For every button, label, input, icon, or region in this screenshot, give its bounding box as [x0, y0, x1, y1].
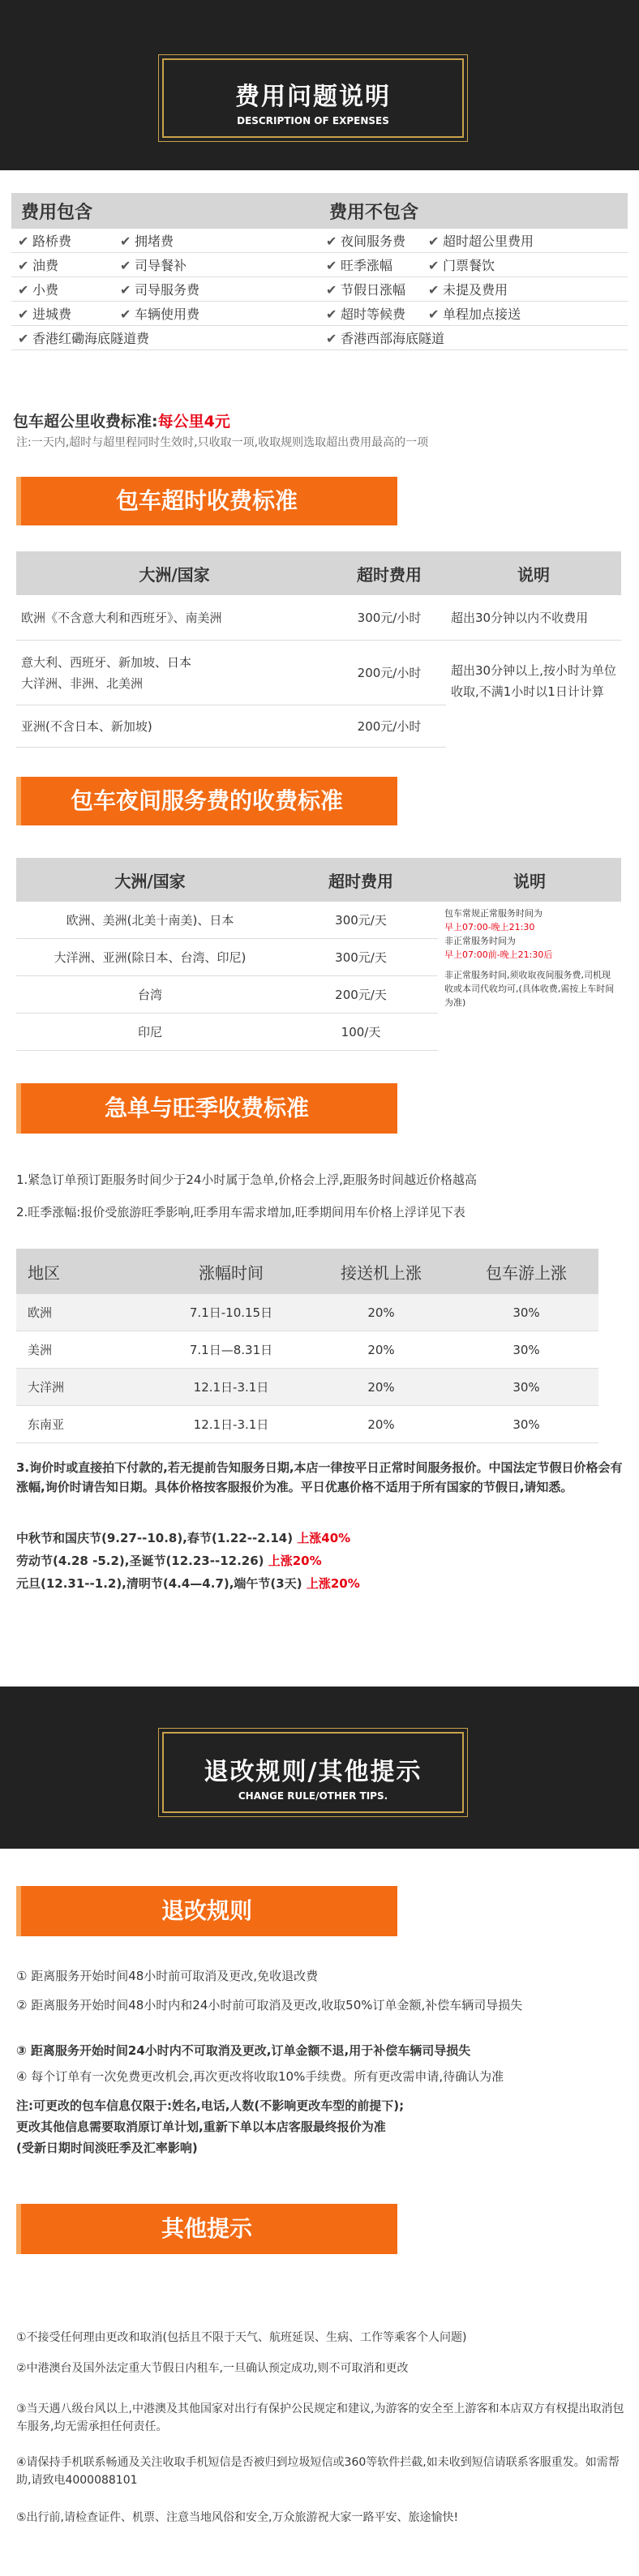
fee-item: [120, 231, 209, 250]
check-icon: ✔: [18, 331, 29, 346]
check-icon: ✔: [428, 282, 440, 298]
holiday-1-text: 中秋节和国庆节(9.27--10.8),春节(1.22--2.14): [16, 1531, 294, 1545]
overtime-row-fee: 300元/小时: [357, 611, 422, 625]
night-row-region: 印尼: [137, 1025, 162, 1039]
check-icon: ✔: [120, 258, 131, 273]
km-fee-label: 包车超公里收费标准:: [13, 413, 158, 431]
peak-cell: 30%: [512, 1342, 540, 1357]
refund-rule-1: ① 距离服务开始时间48小时前可取消及更改,免收退改费: [16, 1969, 319, 1983]
fee-item-label: 门票餐饮: [443, 258, 495, 273]
fee-item: [326, 328, 444, 347]
fee-item: [428, 280, 517, 298]
peak-cell: 7.1日-10.15日: [189, 1305, 273, 1320]
peak-col-period: 涨幅时间: [199, 1262, 264, 1283]
fee-item-label: 节假日涨幅: [341, 282, 406, 298]
fee-item-label: 进城费: [32, 306, 72, 322]
night-note-a2: 早上07:00-晚上21:30: [444, 922, 535, 932]
fee-item-label: 未提及费用: [443, 282, 508, 298]
overtime-row-fee: 200元/小时: [357, 666, 422, 680]
fees-row: [11, 326, 628, 350]
fees-row: [11, 253, 628, 277]
fee-item: [18, 328, 149, 347]
peak-cell: 欧洲: [28, 1305, 53, 1320]
header-title: 费用问题说明: [235, 83, 391, 111]
rules-title: 退改规则/其他提示: [204, 1758, 422, 1786]
fee-item-label: 超时超公里费用: [443, 234, 534, 249]
fee-item: [326, 280, 415, 298]
check-icon: ✔: [326, 306, 337, 322]
overtime-row-region: 欧洲《不含意大利和西班牙》、南美洲: [21, 611, 222, 625]
overtime-note-2: 超出30分钟以上,按小时为单位收取,不满1小时以1日计计算: [451, 663, 616, 699]
holiday-2-rise: 上涨20%: [268, 1554, 322, 1568]
overtime-row-fee: 200元/小时: [357, 719, 422, 734]
fee-item-label: 夜间服务费: [341, 234, 406, 249]
check-icon: ✔: [120, 282, 131, 298]
peak-p3: 3.询价时或直接拍下付款的,若无提前告知服务日期,本店一律按平日正常时间服务报价。中国法定节假日价格会有涨幅,询价时请告知日期。具体价格按客服报价为准。平日优惠价格不适用于所有国家的节假日,请知悉。: [16, 1460, 623, 1494]
overtime-title: 包车超时收费标准: [16, 477, 397, 525]
refund-rule-2: ② 距离服务开始时间48小时内和24小时前可取消及更改,收取50%订单金额,补偿车辆司导损失: [16, 1998, 523, 2012]
overtime-col-fee: 超时费用: [357, 564, 422, 585]
fees-table: [11, 193, 628, 350]
check-icon: ✔: [120, 306, 131, 322]
tip-4: ④请保持手机联系畅通及关注收取手机短信是否被归到垃圾短信或360等软件拦截,如未收到短信请联系客服重发。如需帮助,请致电4000088101: [16, 2456, 620, 2487]
fee-item-label: 香港红磡海底隧道费: [32, 331, 150, 346]
tip-2: ②中港澳台及国外法定重大节假日内租车,一旦确认预定成功,则不可取消和更改: [16, 2362, 409, 2375]
refund-note-a: 注:可更改的包车信息仅限于:姓名,电话,人数(不影响更改车型的前提下);: [16, 2098, 405, 2113]
check-icon: ✔: [326, 234, 337, 249]
peak-col-region: 地区: [28, 1262, 60, 1283]
peak-cell: 20%: [367, 1305, 395, 1320]
night-row-region: 大洋洲、亚洲(除日本、台湾、印尼): [54, 950, 247, 965]
night-col-region: 大洲/国家: [114, 871, 186, 891]
header-subtitle: DESCRIPTION OF EXPENSES: [237, 115, 389, 126]
check-icon: ✔: [326, 282, 337, 298]
peak-row: [16, 1369, 598, 1406]
check-icon: ✔: [18, 306, 29, 322]
night-note-a1: 包车常规正常服务时间为: [444, 908, 543, 919]
fees-excluded-title: 费用不包含: [329, 202, 419, 223]
tips-title: 其他提示: [16, 2204, 397, 2254]
fee-item-label: 路桥费: [32, 234, 72, 249]
night-row-region: 欧洲、美洲(北美十南美)、日本: [66, 913, 234, 928]
fee-item: [18, 304, 107, 323]
check-icon: ✔: [18, 234, 29, 249]
check-icon: ✔: [326, 258, 337, 273]
peak-cell: 20%: [367, 1379, 395, 1395]
fees-included-title: 费用包含: [21, 202, 93, 223]
header-banner-rules: [0, 1687, 639, 1849]
overtime-row-note: 超出30分钟以内不收费用: [451, 611, 589, 625]
fee-item-label: 拥堵费: [135, 234, 174, 249]
night-col-note: 说明: [513, 871, 546, 891]
fee-item-label: 旺季涨幅: [341, 258, 393, 273]
holiday-line-1: [16, 1529, 350, 1546]
check-icon: ✔: [428, 234, 440, 249]
peak-cell: 美洲: [28, 1343, 53, 1357]
fee-item-label: 超时等候费: [341, 306, 406, 322]
holiday-2-text: 劳动节(4.28 -5.2),圣诞节(12.23--12.26): [16, 1554, 264, 1568]
peak-col-tour: 包车游上涨: [486, 1262, 567, 1283]
holiday-line-3: [16, 1575, 360, 1592]
refund-rule-4: ④ 每个订单有一次免费更改机会,再次更改将收取10%手续费。所有更改需申请,待确认为准: [16, 2069, 504, 2084]
fee-item: [326, 231, 415, 250]
km-fee-line: [13, 409, 230, 431]
peak-cell: 12.1日-3.1日: [193, 1380, 269, 1395]
fee-item-label: 车辆使用费: [135, 306, 200, 322]
fee-item: [428, 304, 521, 323]
overtime-row-region: 亚洲(不含日本、新加坡): [21, 719, 152, 734]
tip-3: ③当天遇八级台风以上,中港澳及其他国家对出行有保护公民规定和建议,为游客的安全至上游客和本店双方有权提出取消包车服务,均无需承担任何责任。: [16, 2402, 624, 2433]
header-banner-expenses: [0, 0, 639, 170]
fee-item: [120, 255, 209, 274]
peak-cell: 30%: [512, 1417, 540, 1432]
peak-row: [16, 1294, 598, 1331]
rules-subtitle: CHANGE RULE/OTHER TIPS.: [238, 1790, 388, 1802]
check-icon: ✔: [326, 331, 337, 346]
peak-cell: 20%: [367, 1417, 395, 1432]
fees-row: [11, 229, 628, 253]
refund-rule-3: ③ 距离服务开始时间24小时内不可取消及更改,订单金额不退,用于补偿车辆司导损失: [16, 2043, 471, 2058]
peak-title: 急单与旺季收费标准: [16, 1083, 397, 1134]
night-note-b2: 早上07:00前-晚上21:30后: [444, 949, 553, 960]
fee-item-label: 油费: [32, 258, 59, 273]
fee-item: [18, 255, 107, 274]
peak-cell: 大洋洲: [28, 1380, 65, 1395]
overtime-table: [16, 551, 621, 748]
holiday-3-rise: 上涨20%: [306, 1576, 360, 1591]
overtime-col-note: 说明: [517, 564, 550, 585]
night-title: 包车夜间服务费的收费标准: [16, 777, 397, 825]
tip-5: ⑤出行前,请检查证件、机票、注意当地风俗和安全,万众旅游祝大家一路平安、旅途愉快!: [16, 2511, 459, 2524]
night-col-fee: 超时费用: [328, 871, 393, 891]
fees-row: [11, 277, 628, 302]
peak-cell: 7.1日—8.31日: [189, 1343, 273, 1357]
night-note-c: 非正常服务时间,须收取夜间服务费,司机现收或本司代收均可,(具体收费,需按上车时间为准): [444, 970, 615, 1008]
peak-table: [16, 1249, 598, 1443]
night-table: [16, 858, 621, 1051]
check-icon: ✔: [18, 282, 29, 298]
rules-title-box: [162, 1732, 464, 1813]
peak-cell: 12.1日-3.1日: [193, 1417, 269, 1432]
check-icon: ✔: [120, 234, 131, 249]
fee-item-label: 单程加点接送: [443, 306, 521, 322]
fee-item: [428, 255, 517, 274]
overtime-col-region: 大洲/国家: [139, 564, 210, 585]
night-row-fee: 100/天: [341, 1025, 381, 1039]
night-row-region: 台湾: [137, 988, 162, 1002]
peak-cell: 30%: [512, 1379, 540, 1395]
tip-1: ①不接受任何理由更改和取消(包括且不限于天气、航班延误、生病、工作等乘客个人问题): [16, 2331, 467, 2344]
peak-p2: 2.旺季涨幅:报价受旅游旺季影响,旺季用车需求增加,旺季期间用车价格上浮详见下表: [16, 1205, 465, 1219]
refund-title: 退改规则: [16, 1886, 397, 1936]
holiday-3-text: 元旦(12.31--1.2),清明节(4.4—4.7),端午节(3天): [16, 1576, 302, 1591]
night-note-b1: 非正常服务时间为: [444, 936, 516, 946]
fee-item-label: 司导服务费: [135, 282, 200, 298]
fees-row: [11, 302, 628, 326]
km-note: 注:一天内,超时与超里程同时生效时,只收取一项,收取规则选取超出费用最高的一项: [16, 436, 429, 449]
fee-item: [120, 304, 209, 323]
holiday-1-rise: 上涨40%: [297, 1531, 351, 1545]
fee-item: [326, 255, 415, 274]
fee-item: [326, 304, 415, 323]
fee-item: [18, 280, 107, 298]
check-icon: ✔: [18, 258, 29, 273]
night-row-fee: 200元/天: [335, 988, 387, 1002]
fee-item-label: 小费: [32, 282, 59, 298]
holiday-line-2: [16, 1552, 322, 1569]
km-fee-value: 每公里4元: [157, 413, 230, 431]
fee-item: [120, 280, 209, 298]
peak-col-transfer: 接送机上涨: [341, 1262, 422, 1283]
fee-item: [18, 231, 107, 250]
check-icon: ✔: [428, 306, 440, 322]
peak-row: [16, 1406, 598, 1443]
peak-row: [16, 1331, 598, 1369]
peak-cell: 20%: [367, 1342, 395, 1357]
peak-cell: 30%: [512, 1305, 540, 1320]
peak-cell: 东南亚: [28, 1417, 65, 1432]
header-title-box: [162, 58, 464, 138]
refund-note-c: (受新日期时间淡旺季及汇率影响): [16, 2141, 198, 2155]
overtime-row-region: 意大利、西班牙、新加坡、日本 大洋洲、非洲、北美洲: [21, 654, 192, 691]
peak-p1: 1.紧急订单预订距服务时间少于24小时属于急单,价格会上浮,距服务时间越近价格越高: [16, 1172, 477, 1187]
fee-item-label: 香港西部海底隧道: [341, 331, 445, 346]
refund-note-b: 更改其他信息需要取消原订单计划,重新下单以本店客服最终报价为准: [16, 2120, 386, 2134]
check-icon: ✔: [428, 258, 440, 273]
fee-item-label: 司导餐补: [135, 258, 187, 273]
fee-item: [428, 231, 534, 250]
night-row-fee: 300元/天: [335, 950, 387, 965]
night-row-fee: 300元/天: [335, 913, 387, 928]
